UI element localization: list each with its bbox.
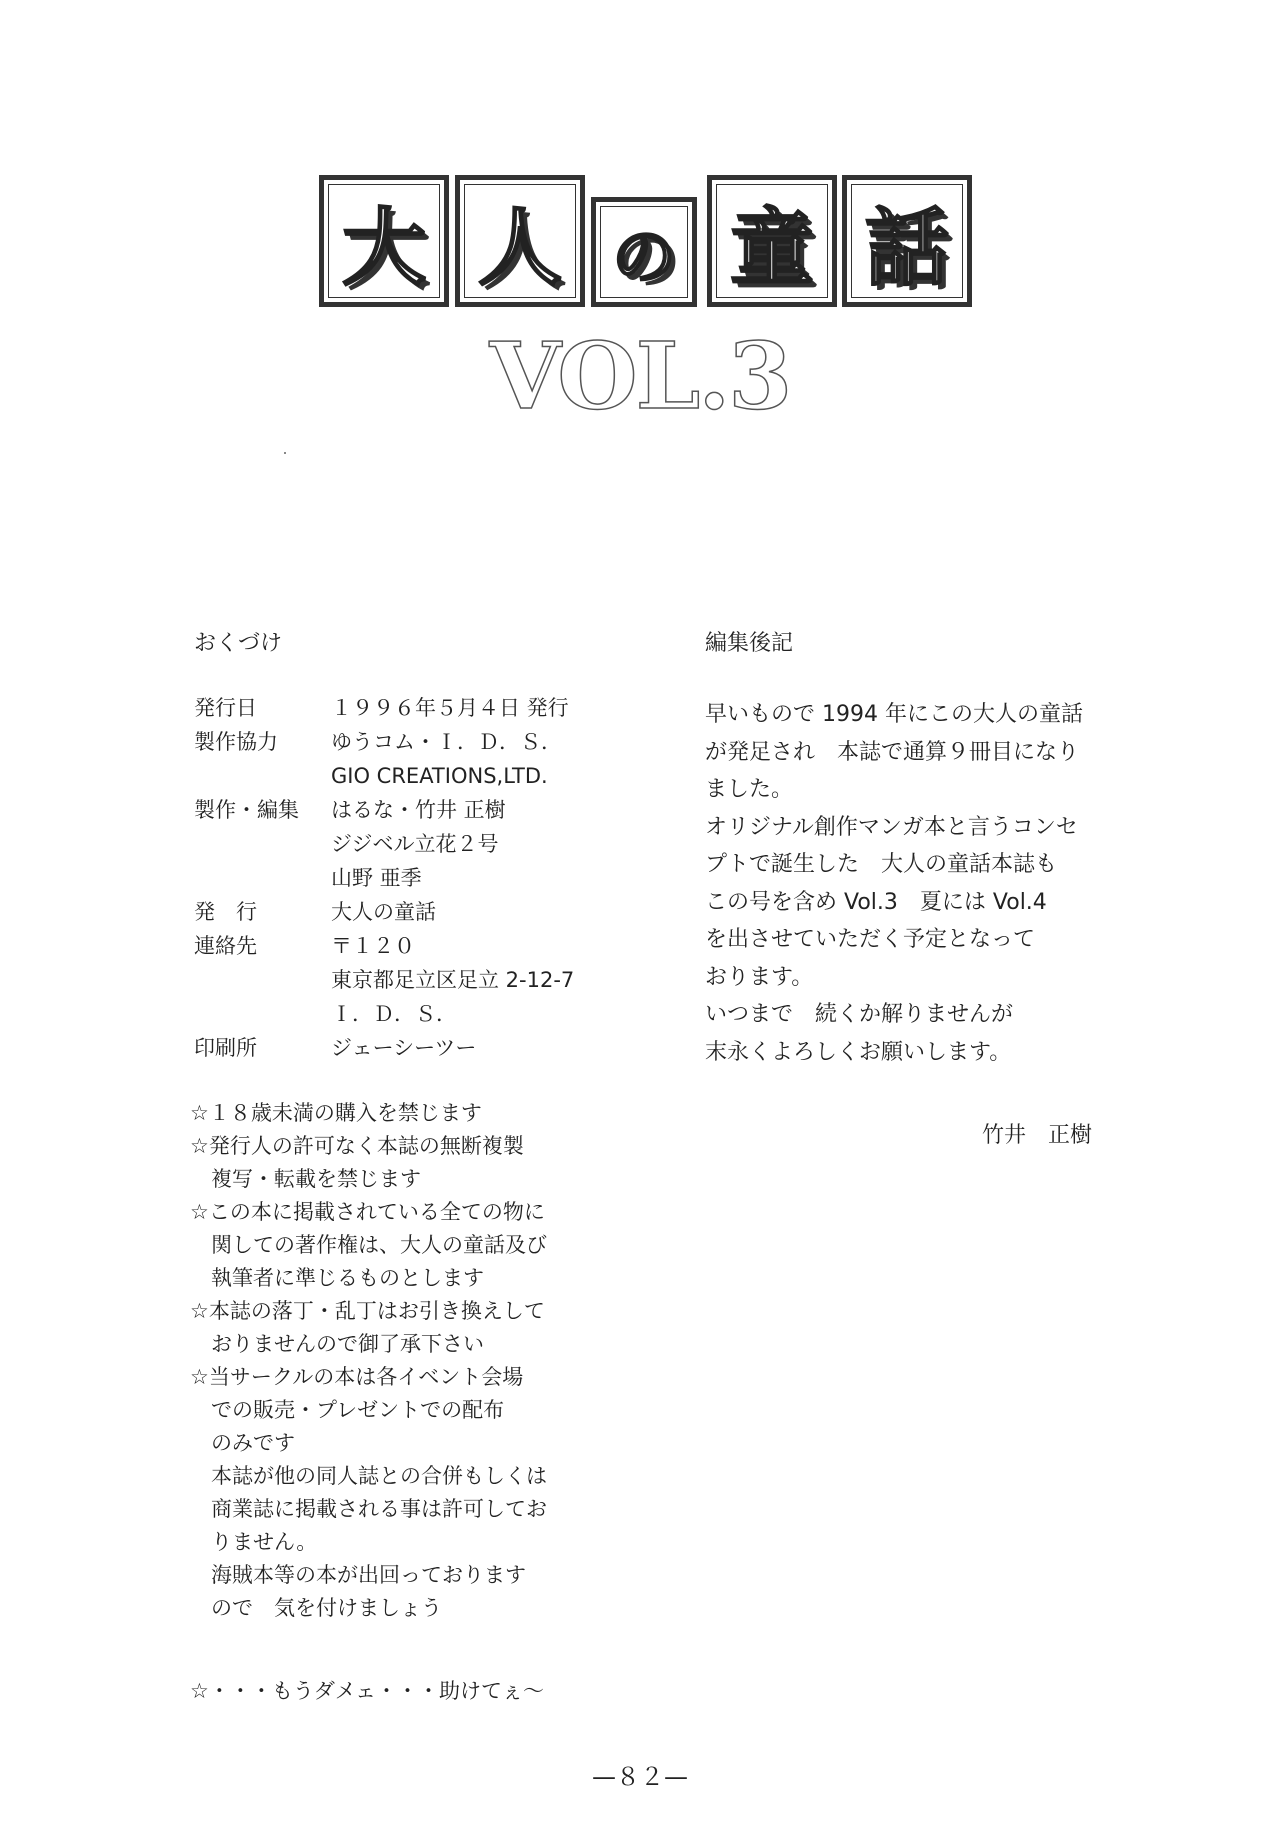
afterword-line: いつまで 続くか解りませんが bbox=[705, 1002, 1014, 1027]
row-label: 製作協力 bbox=[194, 730, 278, 754]
afterword-line: が発足され 本誌で通算９冊目になり bbox=[705, 739, 1080, 765]
volume-title: VOL.3 bbox=[489, 322, 791, 430]
note-line: ☆１８歳未満の購入を禁じます bbox=[190, 1101, 482, 1125]
note-line: ので 気を付けましょう bbox=[190, 1596, 442, 1620]
note-line: ☆発行人の許可なく本誌の無断複製 bbox=[190, 1134, 524, 1158]
row-value: ジェーシーツー bbox=[331, 1036, 477, 1060]
note-line: ☆この本に掲載されている全ての物に bbox=[190, 1200, 545, 1224]
row-label: 発行日 bbox=[194, 696, 257, 720]
row-value: 〒１２０ bbox=[331, 934, 415, 958]
note-line: での販売・プレゼントでの配布 bbox=[190, 1398, 505, 1422]
afterword-line: ました。 bbox=[705, 777, 794, 802]
page-number: —８２— bbox=[592, 1763, 688, 1791]
title-logo bbox=[319, 175, 971, 307]
row-value: １９９６年５月４日 発行 bbox=[331, 696, 569, 720]
note-line: ☆本誌の落丁・乱丁はお引き換えして bbox=[190, 1299, 545, 1323]
title-box: 大 bbox=[319, 175, 449, 307]
afterword-line: おります。 bbox=[705, 964, 814, 990]
title-box: 童 bbox=[707, 175, 837, 307]
note-line: おりませんので御了承下さい bbox=[190, 1332, 484, 1356]
row-value: ジジベル立花２号 bbox=[331, 832, 499, 856]
afterword-line: を出させていただく予定となって bbox=[705, 927, 1036, 952]
afterword-line: この号を含め Vol.3 夏には Vol.4 bbox=[705, 889, 1047, 915]
afterword-line: 末永くよろしくお願いします。 bbox=[705, 1039, 1012, 1065]
note-line: 執筆者に準じるものとします bbox=[190, 1266, 484, 1290]
row-label: 連絡先 bbox=[194, 934, 257, 958]
afterword-line: 早いもので 1994 年にこの大人の童話 bbox=[705, 702, 1083, 727]
closing-note: ☆・・・もうダメェ・・・助けてぇ～ bbox=[190, 1679, 544, 1703]
title-box: の bbox=[591, 197, 697, 307]
row-value: GIO CREATIONS,LTD. bbox=[331, 764, 548, 788]
note-line: 商業誌に掲載される事は許可してお bbox=[190, 1497, 547, 1521]
row-value: 山野 亜季 bbox=[331, 866, 422, 890]
note-line: 本誌が他の同人誌との合併もしくは bbox=[190, 1464, 547, 1488]
row-value: Ｉ．Ｄ．Ｓ． bbox=[331, 1002, 457, 1026]
row-value: 大人の童話 bbox=[331, 900, 436, 924]
row-value: はるな・竹井 正樹 bbox=[331, 798, 506, 822]
title-box: 話 bbox=[842, 175, 972, 307]
speck bbox=[284, 452, 286, 454]
signature: 竹井 正樹 bbox=[982, 1123, 1093, 1148]
note-line: のみです bbox=[190, 1431, 295, 1455]
note-line: ☆当サークルの本は各イベント会場 bbox=[190, 1365, 524, 1389]
row-value: 東京都足立区足立 2-12-7 bbox=[331, 968, 575, 992]
afterword-line: オリジナル創作マンガ本と言うコンセ bbox=[705, 814, 1078, 840]
note-line: 複写・転載を禁じます bbox=[190, 1167, 421, 1191]
afterword-heading: 編集後記 bbox=[705, 631, 794, 656]
row-label: 製作・編集 bbox=[194, 798, 299, 822]
note-line: りません。 bbox=[190, 1530, 318, 1554]
row-label: 発 行 bbox=[194, 900, 257, 924]
row-value: ゆうコム・Ｉ．Ｄ．Ｓ． bbox=[331, 730, 562, 754]
note-line: 海賊本等の本が出回っております bbox=[190, 1563, 526, 1587]
colophon-heading: おくづけ bbox=[194, 631, 283, 656]
row-label: 印刷所 bbox=[194, 1036, 257, 1060]
note-line: 関しての著作権は、大人の童話及び bbox=[190, 1233, 547, 1257]
title-box: 人 bbox=[455, 175, 585, 307]
afterword-line: プトで誕生した 大人の童話本誌も bbox=[705, 852, 1058, 877]
